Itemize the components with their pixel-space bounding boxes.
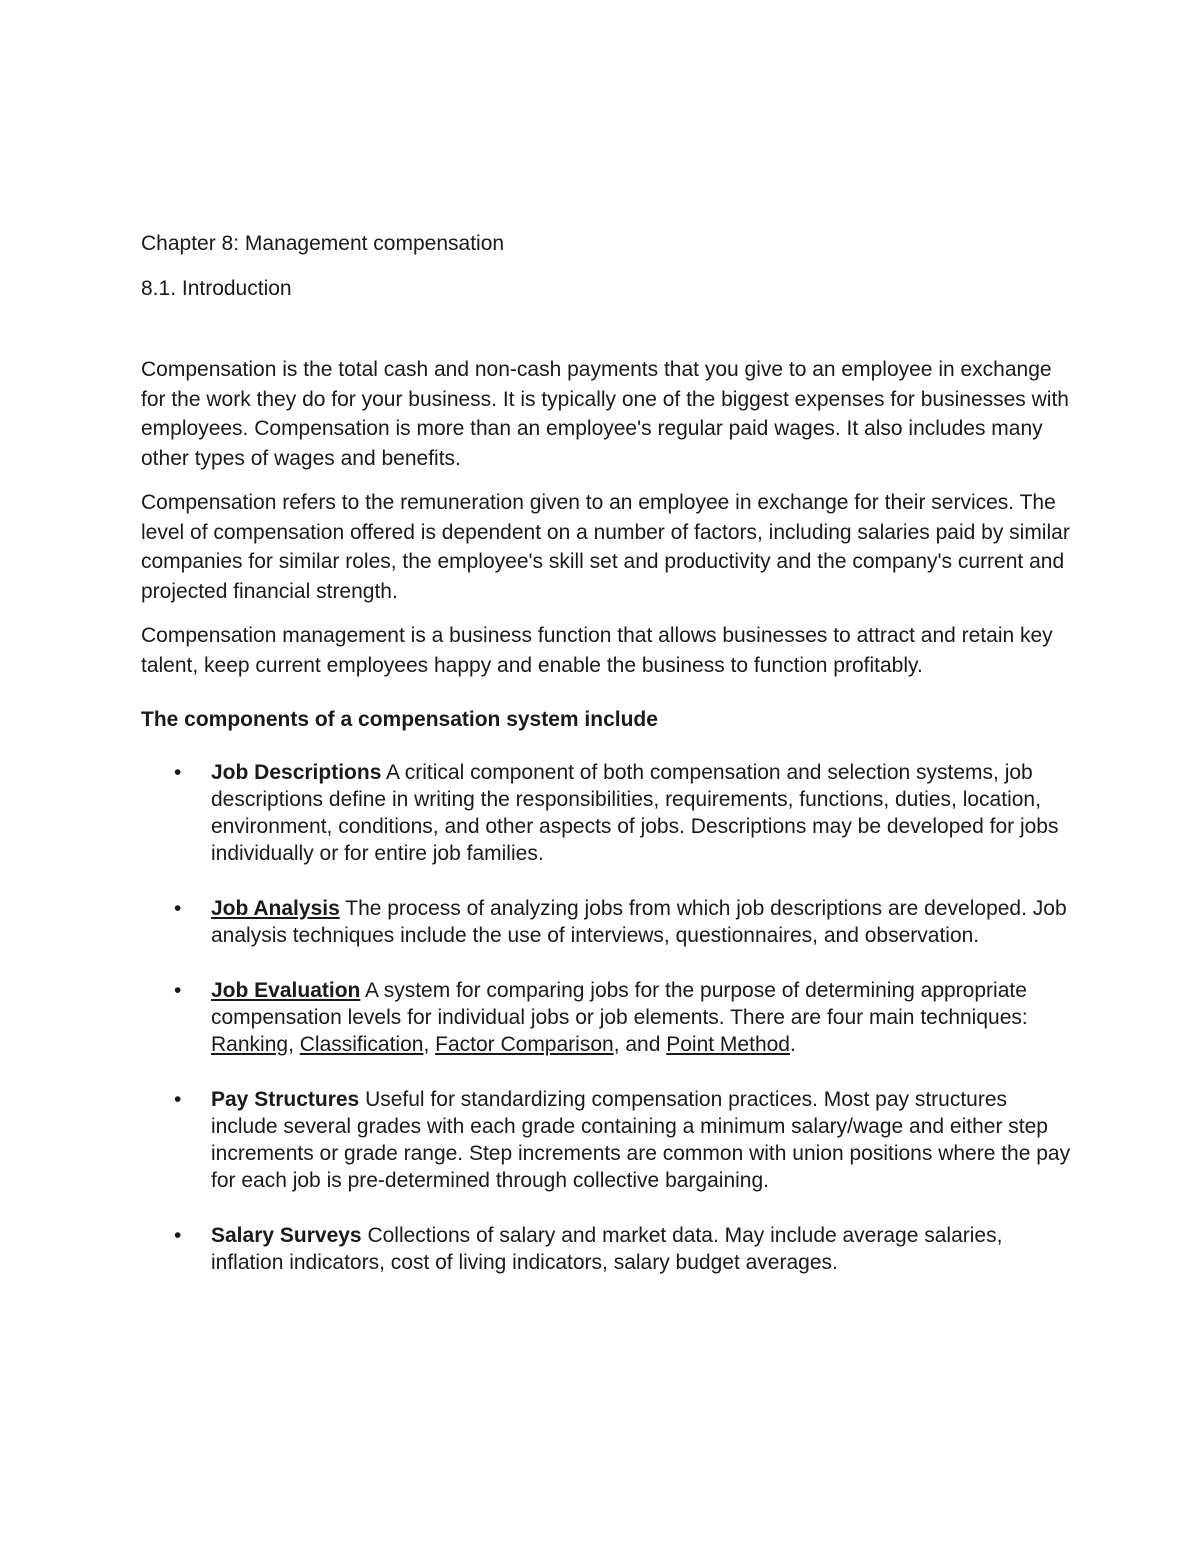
term-job-evaluation-link[interactable]: Job Evaluation <box>211 979 361 1002</box>
components-heading: The components of a compensation system include <box>141 708 658 731</box>
separator: , <box>423 1033 436 1056</box>
list-item-salary-surveys <box>141 1222 1071 1276</box>
section-title: 8.1. Introduction <box>141 277 292 300</box>
description-pay-structures: Useful for standardizing compensation practices. Most pay structures include several grades with each grade containing a minimum salary/wage and either step increments or grade range. Step increments are common with union positions where the pay for each job is pre-determined through collective bargaining. <box>211 1088 1071 1192</box>
intro-paragraph-2: Compensation refers to the remuneration given to an employee in exchange for their services. The level of compensation offered is dependent on a number of factors, including salaries paid by similar companies for similar roles, the employee's skill set and productivity and the company's current and projected financial strength. <box>141 491 1070 603</box>
description-job-analysis: The process of analyzing jobs from which job descriptions are developed. Job analysis techniques include the use of interviews, questionnaires, and observation. <box>211 897 1067 947</box>
term-job-analysis-link[interactable]: Job Analysis <box>211 897 340 920</box>
bullet-icon: • <box>174 979 182 1002</box>
classification-link[interactable]: Classification <box>299 1033 424 1056</box>
description-job-descriptions: A critical component of both compensation and selection systems, job descriptions define in writing the responsibilities, requirements, functions, duties, location, environment, conditions, and other aspects of jobs. Descriptions may be developed for jobs individually or for entire job families. <box>211 761 1059 865</box>
sentence-end: . <box>789 1033 796 1056</box>
intro-paragraph-3: Compensation management is a business function that allows businesses to attract and retain key talent, keep current employees happy and enable the business to function profitably. <box>141 624 1053 677</box>
bullet-icon: • <box>174 1088 182 1111</box>
list-item-job-analysis <box>141 895 1071 949</box>
factor-comparison-link[interactable]: Factor Comparison <box>435 1033 614 1056</box>
separator: , <box>288 1033 300 1056</box>
list-item-job-descriptions <box>141 759 1071 867</box>
description-job-evaluation: A system for comparing jobs for the purpose of determining appropriate compensation levels for individual jobs or job elements. There are four main techniques: <box>211 979 1028 1029</box>
point-method-link[interactable]: Point Method <box>666 1033 790 1056</box>
term-job-descriptions: Job Descriptions <box>211 761 382 784</box>
bullet-icon: • <box>174 897 182 920</box>
list-item-pay-structures <box>141 1086 1071 1194</box>
intro-paragraph-1: Compensation is the total cash and non-cash payments that you give to an employee in exchange for the work they do for your business. It is typically one of the biggest expenses for businesses with employees. Compensation is more than an employee's regular paid wages. It also includes many other types of wages and benefits. <box>141 358 1069 470</box>
ranking-link[interactable]: Ranking <box>211 1033 289 1056</box>
description-salary-surveys: Collections of salary and market data. May include average salaries, inflation indicators, cost of living indicators, salary budget averages. <box>211 1224 1003 1274</box>
bullet-icon: • <box>174 1224 182 1247</box>
document-page <box>141 228 1071 1304</box>
bullet-icon: • <box>174 761 182 784</box>
term-salary-surveys: Salary Surveys <box>211 1224 362 1247</box>
components-list <box>141 759 1071 1276</box>
list-item-job-evaluation <box>141 977 1071 1058</box>
chapter-title: Chapter 8: Management compensation <box>141 232 505 255</box>
separator: , and <box>613 1033 667 1056</box>
term-pay-structures: Pay Structures <box>211 1088 360 1111</box>
